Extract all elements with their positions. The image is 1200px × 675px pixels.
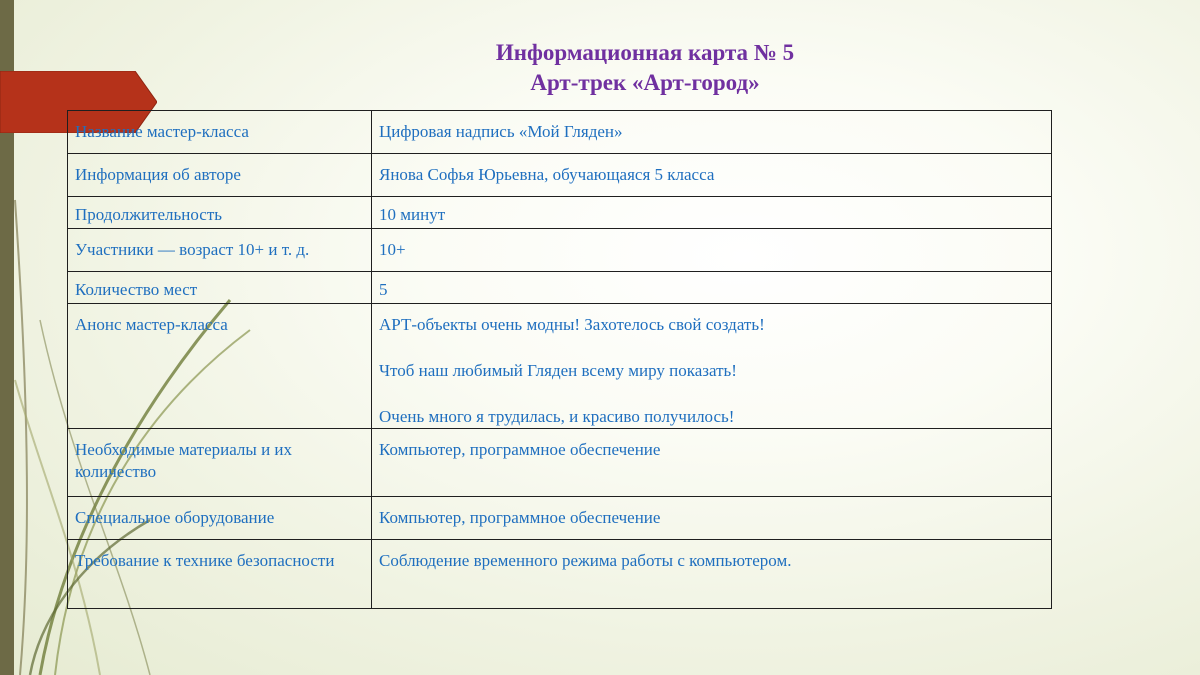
table-row	[68, 229, 1052, 272]
table-row	[68, 154, 1052, 197]
row-label: Специальное оборудование	[68, 497, 372, 540]
row-value-text: Цифровая надпись «Мой Гляден»	[379, 122, 623, 141]
table-row	[68, 197, 1052, 229]
info-table	[67, 110, 1052, 609]
table-row	[68, 497, 1052, 540]
row-label: Требование к технике безопасности	[68, 540, 372, 609]
row-label: Анонс мастер-класса	[68, 304, 372, 429]
table-row	[68, 111, 1052, 154]
row-value-text: АРТ-объекты очень модны! Захотелось свой создать!	[379, 315, 765, 334]
row-value	[372, 272, 1052, 304]
title-line-1: Информационная карта № 5	[495, 40, 795, 65]
row-value	[372, 197, 1052, 229]
row-value	[372, 540, 1052, 609]
row-value	[372, 229, 1052, 272]
row-label: Информация об авторе	[68, 154, 372, 197]
table-row	[68, 429, 1052, 497]
row-value-text: 10 минут	[379, 205, 446, 224]
row-value-text: Очень много я трудилась, и красиво получилось!	[379, 407, 735, 426]
row-value	[372, 429, 1052, 497]
table-row	[68, 304, 1052, 429]
row-value	[372, 154, 1052, 197]
row-label: Название мастер-класса	[68, 111, 372, 154]
row-value	[372, 304, 1052, 429]
row-value-text: Компьютер, программное обеспечение	[379, 508, 661, 527]
row-value-text: 10+	[379, 240, 406, 259]
table-row	[68, 540, 1052, 609]
table-row	[68, 272, 1052, 304]
row-label: Количество мест	[68, 272, 372, 304]
title-line-2: Арт-трек «Арт-город»	[530, 70, 760, 95]
row-label: Необходимые материалы и их количество	[68, 429, 372, 497]
page-title	[300, 38, 990, 98]
row-label: Участники — возраст 10+ и т. д.	[68, 229, 372, 272]
row-value-text: Соблюдение временного режима работы с компьютером.	[379, 551, 792, 570]
row-value-text: Янова Софья Юрьевна, обучающаяся 5 класса	[379, 165, 715, 184]
row-value-text: Чтоб наш любимый Гляден всему миру показать!	[379, 361, 737, 380]
row-value	[372, 111, 1052, 154]
row-value	[372, 497, 1052, 540]
row-label: Продолжительность	[68, 197, 372, 229]
row-value-text: Компьютер, программное обеспечение	[379, 440, 661, 459]
row-value-text: 5	[379, 280, 388, 299]
